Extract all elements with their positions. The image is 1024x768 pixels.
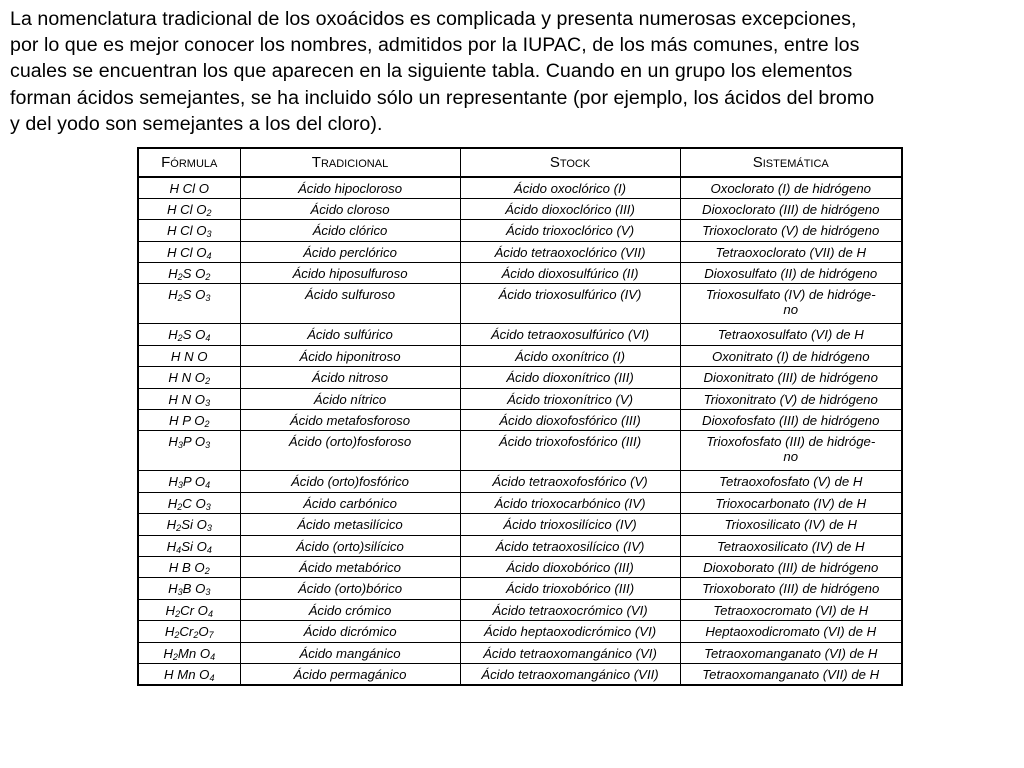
cell-formula: H P $O_2$ bbox=[138, 410, 240, 431]
intro-line: por lo que es mejor conocer los nombres, admitidos por la IUPAC, de los más comunes, entre los bbox=[10, 34, 860, 57]
cell-formula: $H_2S$ $O_2$ bbox=[138, 263, 240, 284]
cell-sistematica: Trioxocarbonato (IV) de H bbox=[680, 492, 902, 513]
cell-stock: Ácido trioxonítrico (V) bbox=[460, 388, 680, 409]
cell-formula: H Mn $O_4$ bbox=[138, 663, 240, 684]
cell-formula: $H_2C$ $O_3$ bbox=[138, 492, 240, 513]
cell-tradicional: Ácido metabórico bbox=[240, 556, 460, 577]
cell-formula: H Cl $O_2$ bbox=[138, 198, 240, 219]
cell-tradicional: Ácido sulfúrico bbox=[240, 324, 460, 345]
cell-tradicional: Ácido perclórico bbox=[240, 241, 460, 262]
cell-stock: Ácido trioxosilícico (IV) bbox=[460, 514, 680, 535]
table-row bbox=[138, 535, 902, 556]
cell-tradicional: Ácido mangánico bbox=[240, 642, 460, 663]
table-row bbox=[138, 367, 902, 388]
intro-line: y del yodo son semejantes a los del cloro). bbox=[10, 112, 383, 135]
cell-stock: Ácido oxoclórico (I) bbox=[460, 177, 680, 198]
table-header bbox=[138, 148, 902, 177]
cell-tradicional: Ácido (orto)fosforoso bbox=[240, 431, 460, 471]
cell-stock: Ácido trioxobórico (III) bbox=[460, 578, 680, 599]
cell-tradicional: Ácido hiposulfuroso bbox=[240, 263, 460, 284]
cell-formula: H Cl O bbox=[138, 177, 240, 198]
oxoacid-table bbox=[137, 147, 903, 686]
cell-sistematica: Dioxoclorato (III) de hidrógeno bbox=[680, 198, 902, 219]
cell-sistematica: Tetraoxofosfato (V) de H bbox=[680, 471, 902, 492]
table-row bbox=[138, 241, 902, 262]
cell-tradicional: Ácido hiponitroso bbox=[240, 345, 460, 366]
cell-stock: Ácido tetraoxocrómico (VI) bbox=[460, 599, 680, 620]
cell-formula: H Cl $O_3$ bbox=[138, 220, 240, 241]
cell-sistematica: Trioxoclorato (V) de hidrógeno bbox=[680, 220, 902, 241]
cell-formula: $H_2Si$ $O_3$ bbox=[138, 514, 240, 535]
table-row bbox=[138, 177, 902, 198]
cell-stock: Ácido dioxonítrico (III) bbox=[460, 367, 680, 388]
cell-stock: Ácido heptaoxodicrómico (VI) bbox=[460, 621, 680, 642]
table-row bbox=[138, 284, 902, 324]
cell-formula: $H_2S$ $O_3$ bbox=[138, 284, 240, 324]
intro-line: forman ácidos semejantes, se ha incluido sólo un representante (por ejemplo, los ácidos del bromo bbox=[10, 86, 875, 109]
cell-stock: Ácido trioxofosfórico (III) bbox=[460, 431, 680, 471]
table-row bbox=[138, 642, 902, 663]
cell-stock: Ácido trioxoclórico (V) bbox=[460, 220, 680, 241]
table-row bbox=[138, 492, 902, 513]
cell-stock: Ácido tetraoxomangánico (VII) bbox=[460, 663, 680, 684]
cell-tradicional: Ácido (orto)bórico bbox=[240, 578, 460, 599]
cell-stock: Ácido tetraoxofosfórico (V) bbox=[460, 471, 680, 492]
cell-formula: $H_2Cr$ $O_4$ bbox=[138, 599, 240, 620]
cell-tradicional: Ácido (orto)silícico bbox=[240, 535, 460, 556]
cell-sistematica: Trioxoborato (III) de hidrógeno bbox=[680, 578, 902, 599]
cell-sistematica: Tetraoxomanganato (VI) de H bbox=[680, 642, 902, 663]
cell-stock: Ácido dioxosulfúrico (II) bbox=[460, 263, 680, 284]
table-row bbox=[138, 514, 902, 535]
table-row bbox=[138, 388, 902, 409]
cell-sistematica: Trioxofosfato (III) de hidróge- no bbox=[680, 431, 902, 471]
cell-stock: Ácido oxonítrico (I) bbox=[460, 345, 680, 366]
intro-line: La nomenclatura tradicional de los oxoácidos es complicada y presenta numerosas excepciones, bbox=[10, 8, 857, 30]
table-body bbox=[138, 177, 902, 685]
header-stock: Stock bbox=[460, 148, 680, 177]
cell-stock: Ácido dioxofosfórico (III) bbox=[460, 410, 680, 431]
header-formula: Fórmula bbox=[138, 148, 240, 177]
cell-formula: $H_4Si$ $O_4$ bbox=[138, 535, 240, 556]
cell-formula: H Cl $O_4$ bbox=[138, 241, 240, 262]
intro-line: cuales se encuentran los que aparecen en la siguiente tabla. Cuando en un grupo los elementos bbox=[10, 60, 853, 83]
cell-stock: Ácido dioxoclórico (III) bbox=[460, 198, 680, 219]
cell-tradicional: Ácido nítrico bbox=[240, 388, 460, 409]
cell-formula: H N O bbox=[138, 345, 240, 366]
header-tradicional: Tradicional bbox=[240, 148, 460, 177]
cell-tradicional: Ácido metasilícico bbox=[240, 514, 460, 535]
cell-stock: Ácido tetraoxomangánico (VI) bbox=[460, 642, 680, 663]
cell-formula: $H_2S$ $O_4$ bbox=[138, 324, 240, 345]
oxoacid-table-container bbox=[137, 147, 903, 686]
cell-formula: $H_3P$ $O_3$ bbox=[138, 431, 240, 471]
cell-sistematica: Oxoclorato (I) de hidrógeno bbox=[680, 177, 902, 198]
cell-sistematica: Tetraoxosulfato (VI) de H bbox=[680, 324, 902, 345]
table-row bbox=[138, 431, 902, 471]
table-row bbox=[138, 578, 902, 599]
cell-formula: H B $O_2$ bbox=[138, 556, 240, 577]
table-row bbox=[138, 663, 902, 684]
table-row bbox=[138, 198, 902, 219]
cell-tradicional: Ácido metafosforoso bbox=[240, 410, 460, 431]
cell-stock: Ácido trioxocarbónico (IV) bbox=[460, 492, 680, 513]
cell-sistematica: Dioxosulfato (II) de hidrógeno bbox=[680, 263, 902, 284]
cell-sistematica: Tetraoxocromato (VI) de H bbox=[680, 599, 902, 620]
cell-formula: H N $O_3$ bbox=[138, 388, 240, 409]
table-row bbox=[138, 410, 902, 431]
cell-tradicional: Ácido dicrómico bbox=[240, 621, 460, 642]
cell-stock: Ácido tetraoxoclórico (VII) bbox=[460, 241, 680, 262]
cell-stock: Ácido dioxobórico (III) bbox=[460, 556, 680, 577]
cell-tradicional: Ácido sulfuroso bbox=[240, 284, 460, 324]
cell-sistematica: Dioxofosfato (III) de hidrógeno bbox=[680, 410, 902, 431]
cell-formula: H N $O_2$ bbox=[138, 367, 240, 388]
table-row bbox=[138, 345, 902, 366]
cell-tradicional: Ácido permagánico bbox=[240, 663, 460, 684]
cell-tradicional: Ácido (orto)fosfórico bbox=[240, 471, 460, 492]
header-row bbox=[138, 148, 902, 177]
table-row bbox=[138, 556, 902, 577]
cell-stock: Ácido trioxosulfúrico (IV) bbox=[460, 284, 680, 324]
cell-sistematica: Trioxosulfato (IV) de hidróge- no bbox=[680, 284, 902, 324]
cell-sistematica: Heptaoxodicromato (VI) de H bbox=[680, 621, 902, 642]
cell-formula: $H_3B$ $O_3$ bbox=[138, 578, 240, 599]
cell-sistematica: Trioxonitrato (V) de hidrógeno bbox=[680, 388, 902, 409]
cell-stock: Ácido tetraoxosilícico (IV) bbox=[460, 535, 680, 556]
table-row bbox=[138, 621, 902, 642]
cell-tradicional: Ácido cloroso bbox=[240, 198, 460, 219]
cell-formula: $H_2Mn$ $O_4$ bbox=[138, 642, 240, 663]
cell-tradicional: Ácido hipocloroso bbox=[240, 177, 460, 198]
header-sistematica: Sistemática bbox=[680, 148, 902, 177]
table-row bbox=[138, 471, 902, 492]
cell-tradicional: Ácido clórico bbox=[240, 220, 460, 241]
cell-formula: $H_2Cr_2O_7$ bbox=[138, 621, 240, 642]
table-row bbox=[138, 220, 902, 241]
table-row bbox=[138, 324, 902, 345]
cell-sistematica: Tetraoxosilicato (IV) de H bbox=[680, 535, 902, 556]
cell-tradicional: Ácido carbónico bbox=[240, 492, 460, 513]
cell-tradicional: Ácido nitroso bbox=[240, 367, 460, 388]
intro-paragraph bbox=[10, 6, 1014, 137]
cell-sistematica: Tetraoxoclorato (VII) de H bbox=[680, 241, 902, 262]
cell-sistematica: Dioxonitrato (III) de hidrógeno bbox=[680, 367, 902, 388]
cell-formula: $H_3P$ $O_4$ bbox=[138, 471, 240, 492]
cell-sistematica: Tetraoxomanganato (VII) de H bbox=[680, 663, 902, 684]
cell-sistematica: Dioxoborato (III) de hidrógeno bbox=[680, 556, 902, 577]
table-row bbox=[138, 599, 902, 620]
table-row bbox=[138, 263, 902, 284]
cell-tradicional: Ácido crómico bbox=[240, 599, 460, 620]
cell-sistematica: Trioxosilicato (IV) de H bbox=[680, 514, 902, 535]
cell-stock: Ácido tetraoxosulfúrico (VI) bbox=[460, 324, 680, 345]
cell-sistematica: Oxonitrato (I) de hidrógeno bbox=[680, 345, 902, 366]
